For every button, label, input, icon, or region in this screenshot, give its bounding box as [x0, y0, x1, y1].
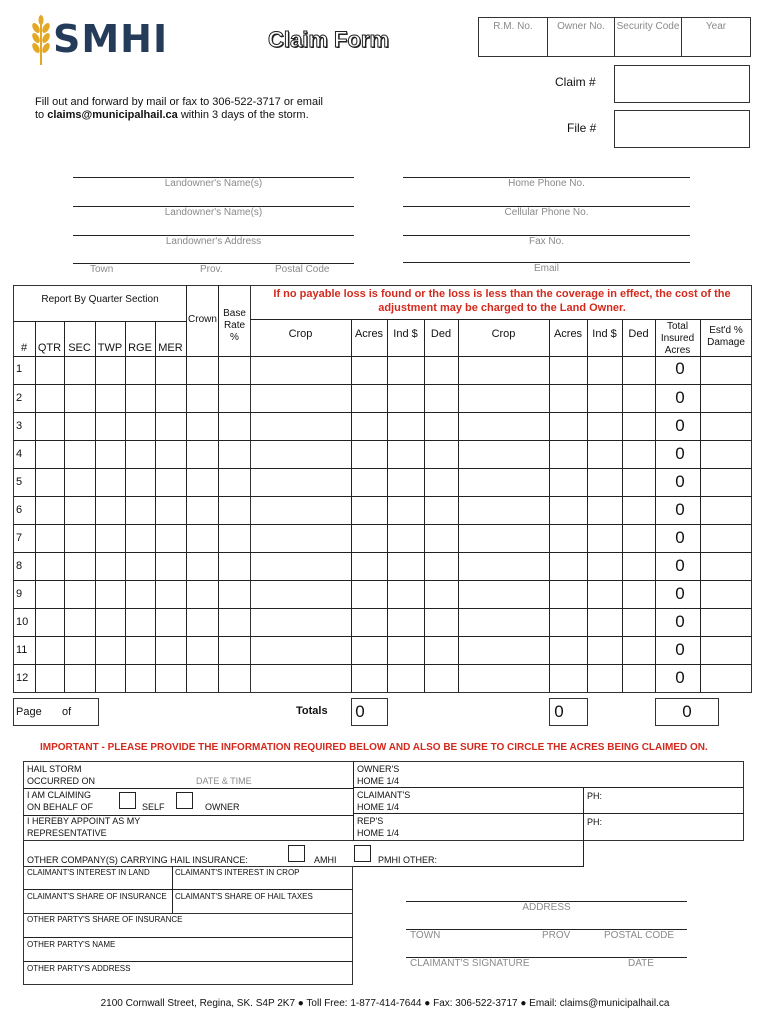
- col-sec-header: SEC: [68, 342, 91, 354]
- claimant-signature-field[interactable]: CLAIMANT'S SIGNATURE: [410, 958, 530, 969]
- col-rge-header: RGE: [128, 342, 152, 354]
- owner-label: OWNER: [205, 802, 240, 812]
- claim-number-field[interactable]: [614, 65, 750, 103]
- self-label: SELF: [142, 802, 165, 812]
- landowner-name-2-field[interactable]: Landowner's Name(s): [164, 207, 263, 218]
- rm-no-label: R.M. No.: [493, 21, 533, 32]
- acres-header-2: Acres: [553, 328, 583, 340]
- other-party-name-field[interactable]: OTHER PARTY'S NAME: [27, 940, 116, 949]
- claimant-address-field[interactable]: ADDRESS: [522, 902, 571, 913]
- hail-storm-label: HAIL STORM OCCURRED ON: [27, 764, 96, 786]
- cell-phone-field[interactable]: Cellular Phone No.: [504, 207, 589, 218]
- form-title: Claim Form: [268, 27, 390, 52]
- totals-label: Totals: [296, 705, 328, 717]
- row-number: 6: [16, 504, 23, 516]
- claim-label: Claim #: [555, 75, 596, 89]
- total-insured-value: 0: [682, 702, 692, 721]
- claimant-prov-field[interactable]: PROV: [542, 930, 571, 941]
- town-field[interactable]: Town: [90, 264, 114, 275]
- row-number: 2: [16, 392, 23, 404]
- total-insured-header: Total Insured Acres: [660, 321, 695, 356]
- row-number: 7: [16, 532, 23, 544]
- reps-home-label: REP'S HOME 1/4: [357, 816, 400, 838]
- logo-text: SMHI: [53, 17, 169, 61]
- prov-field[interactable]: Prov.: [200, 264, 223, 275]
- rep-phone-field[interactable]: PH:: [587, 817, 603, 827]
- row-total-insured: 0: [675, 528, 685, 547]
- claiming-label: I AM CLAIMING ON BEHALF OF: [27, 790, 94, 812]
- row-total-insured: 0: [675, 584, 685, 603]
- signature-date-field[interactable]: DATE: [628, 958, 654, 969]
- col-num-header: #: [20, 342, 28, 354]
- notice-text: If no payable loss is found or the loss is less than the coverage in effect, the cost of the adjustment may be charged to the Land Owner.: [273, 288, 731, 314]
- row-total-insured: 0: [675, 556, 685, 575]
- row-total-insured: 0: [675, 500, 685, 519]
- acres-header-1: Acres: [354, 328, 384, 340]
- row-number: 4: [16, 448, 23, 460]
- file-label: File #: [567, 121, 597, 135]
- landowner-address-field[interactable]: Landowner's Address: [165, 236, 262, 247]
- landowner-name-1-field[interactable]: Landowner's Name(s): [164, 178, 263, 189]
- row-total-insured: 0: [675, 444, 685, 463]
- owners-home-label: OWNER'S HOME 1/4: [357, 764, 400, 786]
- base-rate-header: Base Rate %: [223, 308, 246, 343]
- crop-header-1: Crop: [288, 328, 313, 340]
- footer: 2100 Cornwall Street, Regina, SK. S4P 2K7 ● Toll Free: 1-877-414-7644 ● Fax: 306-522-3717 ● Email: claims@municipalhail.ca: [100, 998, 670, 1009]
- pmhi-other-label: PMHI OTHER:: [378, 855, 438, 865]
- other-party-address-field[interactable]: OTHER PARTY'S ADDRESS: [27, 964, 131, 973]
- col-mer-header: MER: [158, 342, 183, 354]
- appoint-label: I HEREBY APPOINT AS MY REPRESENTATIVE: [27, 816, 141, 838]
- row-number: 8: [16, 560, 23, 572]
- owner-no-label: Owner No.: [557, 21, 605, 32]
- home-phone-field[interactable]: Home Phone No.: [508, 178, 585, 189]
- row-total-insured: 0: [675, 640, 685, 659]
- fax-field[interactable]: Fax No.: [528, 236, 564, 247]
- row-total-insured: 0: [675, 668, 685, 687]
- email-field[interactable]: Email: [533, 263, 559, 274]
- row-number: 9: [16, 588, 23, 600]
- amhi-checkbox[interactable]: [288, 845, 305, 862]
- claimants-interest-land-field[interactable]: CLAIMANT'S INTEREST IN LAND: [27, 868, 150, 877]
- total-acres-1-value: 0: [355, 702, 365, 721]
- row-number: 1: [16, 363, 23, 375]
- wheat-icon: [30, 15, 52, 65]
- row-number: 12: [16, 672, 29, 684]
- row-number: 5: [16, 476, 23, 488]
- postal-code-field[interactable]: Postal Code: [275, 264, 330, 275]
- claimant-postal-field[interactable]: POSTAL CODE: [604, 930, 675, 941]
- estd-damage-header: Est'd % Damage: [707, 325, 745, 348]
- instructions-line1: Fill out and forward by mail or fax to 306-522-3717 or email: [35, 96, 323, 108]
- instructions-line2: to claims@municipalhail.ca within 3 days of the storm.: [35, 109, 309, 121]
- amhi-label: AMHI: [314, 855, 337, 865]
- crown-header: Crown: [188, 314, 217, 325]
- ind-header-1: Ind $: [393, 328, 418, 340]
- claimants-interest-crop-field[interactable]: CLAIMANT'S INTEREST IN CROP: [175, 868, 300, 877]
- instructions-email[interactable]: claims@municipalhail.ca: [47, 109, 178, 121]
- col-qtr-header: QTR: [37, 342, 62, 354]
- self-checkbox[interactable]: [119, 792, 136, 809]
- total-acres-2-value: 0: [554, 702, 564, 721]
- logo: [30, 15, 169, 65]
- row-number: 3: [16, 420, 23, 432]
- date-time-field[interactable]: DATE & TIME: [196, 776, 252, 786]
- claimants-home-label: CLAIMANT'S HOME 1/4: [357, 790, 411, 812]
- claimant-phone-field[interactable]: PH:: [587, 791, 603, 801]
- other-party-share-field[interactable]: OTHER PARTY'S SHARE OF INSURANCE: [27, 915, 183, 924]
- pmhi-checkbox[interactable]: [354, 845, 371, 862]
- row-total-insured: 0: [675, 472, 685, 491]
- page-label: Page: [16, 706, 42, 718]
- file-number-field[interactable]: [614, 110, 750, 148]
- ded-header-1: Ded: [430, 328, 452, 340]
- row-number: 10: [16, 616, 29, 628]
- row-total-insured: 0: [675, 359, 685, 378]
- other-company-label: OTHER COMPANY(S) CARRYING HAIL INSURANCE:: [27, 855, 248, 865]
- security-code-label: Security Code: [616, 21, 680, 32]
- important-notice: IMPORTANT - PLEASE PROVIDE THE INFORMATION REQUIRED BELOW AND ALSO BE SURE TO CIRCLE THE ACRES BEING CLAIMED ON.: [40, 742, 708, 753]
- crop-header-2: Crop: [491, 328, 516, 340]
- col-twp-header: TWP: [97, 342, 123, 354]
- row-total-insured: 0: [675, 416, 685, 435]
- claimants-share-insurance-field[interactable]: CLAIMANT'S SHARE OF INSURANCE: [27, 892, 167, 901]
- claimant-town-field[interactable]: TOWN: [410, 930, 441, 941]
- year-label: Year: [705, 21, 727, 32]
- ded-header-2: Ded: [628, 328, 649, 340]
- row-total-insured: 0: [675, 388, 685, 407]
- row-number: 11: [16, 644, 28, 656]
- ind-header-2: Ind $: [592, 328, 617, 340]
- row-total-insured: 0: [675, 612, 685, 631]
- claimants-share-taxes-field[interactable]: CLAIMANT'S SHARE OF HAIL TAXES: [175, 892, 313, 901]
- of-label: of: [62, 706, 72, 718]
- report-by-quarter-header: Report By Quarter Section: [41, 294, 159, 305]
- owner-checkbox[interactable]: [176, 792, 193, 809]
